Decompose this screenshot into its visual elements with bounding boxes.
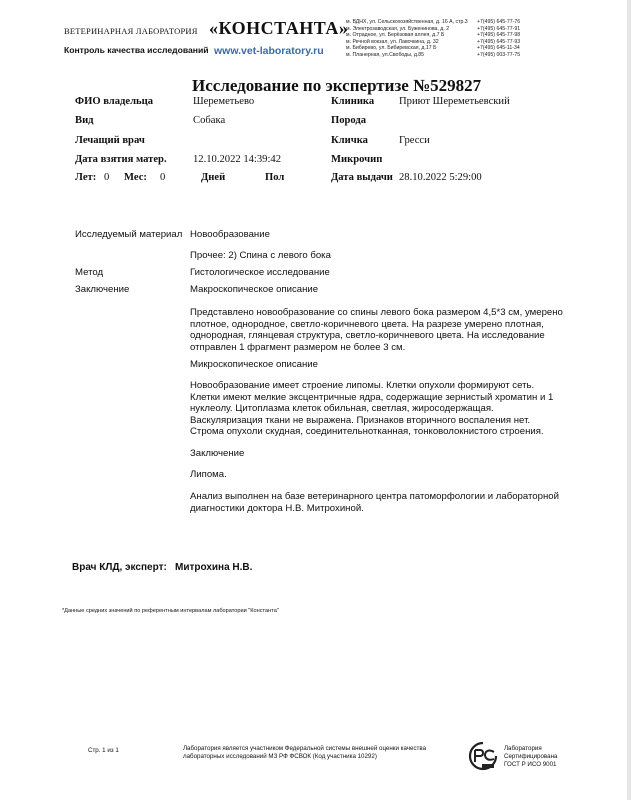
address-list: [346, 19, 468, 59]
phone-item: +7(495) 645-11-34: [477, 45, 520, 52]
phone-item: +7(495) 645-77-76: [477, 19, 521, 25]
sample-date-value: 12.10.2022 14:39:42: [193, 154, 281, 165]
address-item: м. Бибирево, ул. Бибиревская, д.17 Б: [346, 45, 437, 52]
micro-line: Васкуляризация ткани не выражена. Признаков вторичного воспаления нет.: [190, 415, 531, 426]
species-value: Собака: [193, 115, 226, 126]
phone-list: [477, 19, 520, 59]
signature-label: Врач КЛД, эксперт:: [72, 562, 167, 573]
address-item: м. Речной вокзал, ул. Лавочкина, д. 32: [346, 38, 439, 45]
sample-date-label: Дата взятия матер.: [75, 154, 167, 165]
cert-line: Сертифицирована: [504, 753, 558, 761]
micro-line: нуклеолу. Цитоплазма клеток обильная, светлая, жиросодержащая.: [190, 403, 494, 414]
phone-item: +7(495) 645-77-93: [477, 38, 521, 45]
fsvok-line: Лаборатория является участником Федеральной системы внешней оценки качества: [183, 745, 427, 752]
address-item: м. Электрозаводская, ул. Буженинова, д. 2: [346, 25, 450, 32]
phone-item: +7(495) 645-77-98: [477, 32, 521, 39]
micro-heading: Микроскопическое описание: [190, 359, 318, 370]
breed-label: Порода: [331, 115, 367, 126]
method-label: Метод: [75, 267, 104, 278]
clinic-label: Клиника: [331, 96, 375, 107]
material-other: Прочее: 2) Спина с левого бока: [190, 250, 331, 261]
address-item: м. Планерная, ул.Свободы, д.85: [346, 51, 425, 58]
micro-line: Клетки имеют мелкие эксцентричные ядра, содержащие зернистый хроматин и 1: [190, 392, 554, 403]
phone-item: +7(495) 645-77-91: [477, 25, 521, 32]
owner-label: ФИО владельца: [75, 96, 154, 107]
final-heading: Заключение: [190, 448, 245, 459]
micro-line: Строма опухоли скудная, соединительнотканная, тонковолокнистого строения.: [190, 426, 544, 437]
material-label: Исследуемый материал: [75, 229, 183, 240]
macro-heading: Макроскопическое описание: [190, 284, 319, 295]
footnote: *Данные средних значений по референтным интервалам лаборатории "Константа": [62, 608, 279, 614]
method-value: Гистологическое исследование: [190, 267, 330, 278]
fsvok-note: [183, 745, 426, 761]
address-item: м. ВДНХ, ул. Сельскохозяйственная, д. 16 А, стр.3: [346, 19, 468, 25]
sex-label: Пол: [265, 172, 285, 183]
years-value: 0: [104, 172, 110, 183]
days-label: Дней: [201, 172, 226, 183]
cert-line: Лаборатория: [504, 745, 542, 752]
clinic-value: Приют Шереметьевский: [399, 96, 510, 107]
owner-value: Шереметьево: [193, 96, 255, 107]
lab-website: www.vet-laboratory.ru: [214, 45, 324, 57]
conclusion-label: Заключение: [75, 284, 130, 295]
certification-text: [504, 745, 557, 770]
micro-line: Новообразование имеет строение липомы. Клетки опухоли формируют сеть.: [190, 380, 535, 391]
page-edge: [627, 0, 631, 800]
page-number: Стр. 1 из 1: [88, 747, 119, 754]
species-label: Вид: [75, 115, 94, 126]
months-label: Мес:: [124, 172, 147, 183]
lab-name: ВЕТЕРИНАРНАЯ ЛАБОРАТОРИЯ: [64, 26, 198, 36]
report-title: Исследование по экспертизе №529827: [192, 76, 482, 95]
issue-date-value: 28.10.2022 5:29:00: [399, 172, 482, 183]
years-label: Лет:: [75, 172, 97, 183]
cert-line: ГОСТ Р ИСО 9001: [504, 761, 557, 769]
months-value: 0: [160, 172, 166, 183]
microchip-label: Микрочип: [331, 154, 383, 165]
address-item: м. Отрадное, ул. Берёзовая аллея, д.7 Б: [346, 32, 445, 39]
nickname-label: Кличка: [331, 135, 368, 146]
fsvok-line: лабораторных исследований МЗ РФ ФСВОК (Код участника 10292): [183, 753, 377, 761]
material-value: Новообразование: [190, 229, 270, 240]
macro-description: Представлено новообразование со спины левого бока размером 4,5*3 см, умерено плотное, однородное, светло-коричневого цвета. На разрезе умерено плотная, однородная, глянцевая структура, светло-коричневого цвета. На исследование отправлен 1 фрагмент размером не более 3 см.: [190, 307, 563, 353]
signature-name: Митрохина Н.В.: [175, 562, 253, 573]
certification-logo-icon: [465, 740, 501, 772]
doctor-label: Лечащий врач: [75, 135, 145, 146]
lab-subtitle: Контроль качества исследований: [64, 45, 209, 55]
issue-date-label: Дата выдачи: [331, 172, 393, 183]
phone-item: +7(495) 003-77-75: [477, 51, 521, 58]
final-diagnosis: Липома.: [190, 469, 227, 480]
lab-brand: «КОНСТАНТА»: [209, 18, 349, 38]
nickname-value: Гресси: [399, 135, 430, 146]
analysis-note: Анализ выполнен на базе ветеринарного центра патоморфологии и лабораторной диагностики доктора Н.В. Митрохиной.: [190, 491, 559, 514]
